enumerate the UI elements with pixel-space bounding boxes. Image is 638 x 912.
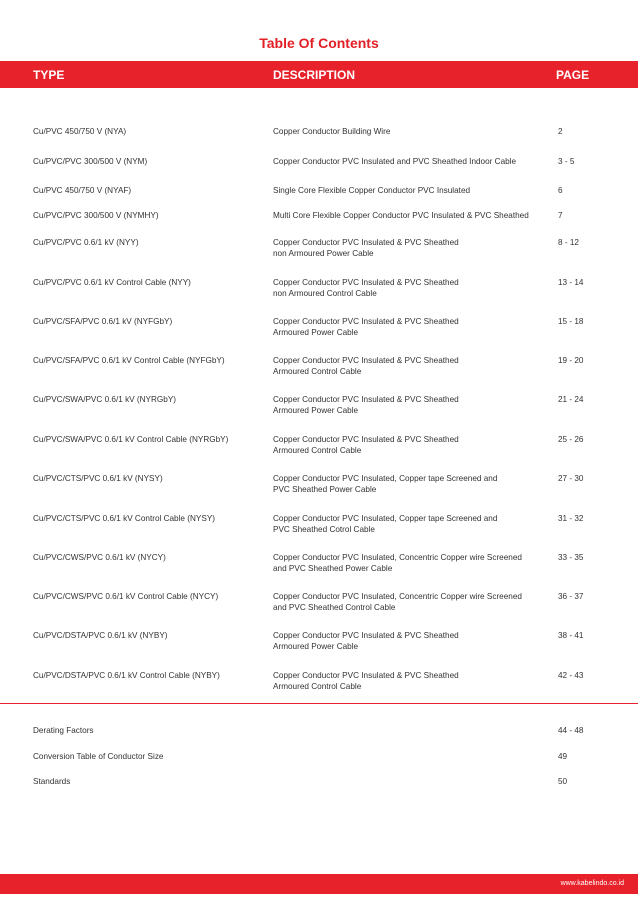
extra-type: Derating Factors (33, 726, 94, 735)
row-description (273, 126, 553, 137)
row-type: Cu/PVC/PVC 0.6/1 kV (NYY) (33, 238, 139, 247)
row-page: 7 (558, 211, 563, 220)
row-description-line1: Copper Conductor PVC Insulated, Copper tape Screened and (273, 514, 498, 523)
row-description-line2: and PVC Sheathed Power Cable (273, 564, 393, 573)
row-description-line1: Copper Conductor PVC Insulated, Concentric Copper wire Screened (273, 592, 522, 601)
row-page: 6 (558, 186, 563, 195)
row-page: 19 - 20 (558, 356, 584, 365)
row-description (273, 316, 553, 338)
row-description-line1: Multi Core Flexible Copper Conductor PVC Insulated & PVC Sheathed (273, 211, 529, 220)
row-type: Cu/PVC/SWA/PVC 0.6/1 kV (NYRGbY) (33, 395, 177, 404)
row-description-line1: Copper Conductor PVC Insulated & PVC Sheathed (273, 671, 459, 680)
row-description (273, 434, 553, 456)
row-type: Cu/PVC/CTS/PVC 0.6/1 kV (NYSY) (33, 474, 163, 483)
row-type: Cu/PVC/DSTA/PVC 0.6/1 kV Control Cable (NYBY) (33, 671, 220, 680)
row-description-line2: Armoured Control Cable (273, 367, 362, 376)
row-description-line2: non Armoured Power Cable (273, 249, 374, 258)
row-description (273, 394, 553, 416)
row-description (273, 591, 553, 613)
row-description-line1: Copper Conductor PVC Insulated, Copper tape Screened and (273, 474, 498, 483)
row-page: 3 - 5 (558, 157, 575, 166)
row-type: Cu/PVC/SFA/PVC 0.6/1 kV Control Cable (NYFGbY) (33, 356, 225, 365)
row-page: 25 - 26 (558, 435, 584, 444)
header-description: DESCRIPTION (273, 68, 356, 82)
extra-page: 44 - 48 (558, 726, 584, 735)
row-page: 2 (558, 127, 563, 136)
row-description-line2: PVC Sheathed Cotrol Cable (273, 525, 375, 534)
extra-type: Conversion Table of Conductor Size (33, 752, 164, 761)
row-type: Cu/PVC/PVC 300/500 V (NYMHY) (33, 211, 159, 220)
row-description-line1: Copper Conductor PVC Insulated & PVC Sheathed (273, 317, 459, 326)
row-description (273, 210, 553, 221)
section-divider (0, 703, 638, 704)
extra-page: 50 (558, 777, 568, 786)
header-type: TYPE (33, 68, 65, 82)
row-description (273, 630, 553, 652)
row-description (273, 237, 553, 259)
row-type: Cu/PVC 450/750 V (NYAF) (33, 186, 132, 195)
row-description-line1: Copper Conductor PVC Insulated & PVC Sheathed (273, 238, 459, 247)
header-page: PAGE (556, 68, 590, 82)
footer-bar (0, 874, 638, 894)
row-description-line1: Single Core Flexible Copper Conductor PVC Insulated (273, 186, 471, 195)
row-type: Cu/PVC 450/750 V (NYA) (33, 127, 127, 136)
row-type: Cu/PVC/SWA/PVC 0.6/1 kV Control Cable (NYRGbY) (33, 435, 229, 444)
page-title: Table Of Contents (259, 35, 379, 51)
row-description (273, 355, 553, 377)
row-description-line2: Armoured Control Cable (273, 446, 362, 455)
row-type: Cu/PVC/CWS/PVC 0.6/1 kV (NYCY) (33, 553, 166, 562)
row-description-line2: Armoured Power Cable (273, 328, 359, 337)
row-description-line1: Copper Conductor PVC Insulated and PVC Sheathed Indoor Cable (273, 157, 517, 166)
table-header (0, 61, 638, 88)
row-type: Cu/PVC/CTS/PVC 0.6/1 kV Control Cable (NYSY) (33, 514, 216, 523)
row-page: 31 - 32 (558, 514, 584, 523)
row-page: 15 - 18 (558, 317, 584, 326)
row-page: 42 - 43 (558, 671, 584, 680)
footer-url[interactable]: www.kabelindo.co.id (560, 880, 624, 887)
row-description (273, 277, 553, 299)
row-page: 38 - 41 (558, 631, 584, 640)
row-description-line1: Copper Conductor PVC Insulated & PVC Sheathed (273, 631, 459, 640)
row-description-line2: and PVC Sheathed Control Cable (273, 603, 396, 612)
extra-type: Standards (33, 777, 71, 786)
row-description (273, 513, 553, 535)
row-page: 27 - 30 (558, 474, 584, 483)
row-type: Cu/PVC/DSTA/PVC 0.6/1 kV (NYBY) (33, 631, 168, 640)
row-description (273, 473, 553, 495)
row-description (273, 156, 553, 167)
row-page: 33 - 35 (558, 553, 584, 562)
row-description (273, 670, 553, 692)
row-page: 8 - 12 (558, 238, 579, 247)
row-description-line2: PVC Sheathed Power Cable (273, 485, 377, 494)
row-description-line2: Armoured Control Cable (273, 682, 362, 691)
row-description-line1: Copper Conductor PVC Insulated & PVC Sheathed (273, 395, 459, 404)
row-page: 13 - 14 (558, 278, 584, 287)
row-page: 21 - 24 (558, 395, 584, 404)
row-description (273, 185, 553, 196)
row-description-line1: Copper Conductor PVC Insulated & PVC Sheathed (273, 356, 459, 365)
row-type: Cu/PVC/SFA/PVC 0.6/1 kV (NYFGbY) (33, 317, 173, 326)
row-type: Cu/PVC/PVC 0.6/1 kV Control Cable (NYY) (33, 278, 191, 287)
row-description-line2: Armoured Power Cable (273, 642, 359, 651)
extra-page: 49 (558, 752, 568, 761)
row-page: 36 - 37 (558, 592, 584, 601)
row-description-line2: Armoured Power Cable (273, 406, 359, 415)
row-description-line1: Copper Conductor PVC Insulated & PVC Sheathed (273, 435, 459, 444)
row-type: Cu/PVC/CWS/PVC 0.6/1 kV Control Cable (NYCY) (33, 592, 219, 601)
row-description-line1: Copper Conductor PVC Insulated, Concentric Copper wire Screened (273, 553, 522, 562)
row-type: Cu/PVC/PVC 300/500 V (NYM) (33, 157, 148, 166)
row-description-line1: Copper Conductor PVC Insulated & PVC Sheathed (273, 278, 459, 287)
row-description-line1: Copper Conductor Building Wire (273, 127, 391, 136)
row-description (273, 552, 553, 574)
row-description-line2: non Armoured Control Cable (273, 289, 377, 298)
